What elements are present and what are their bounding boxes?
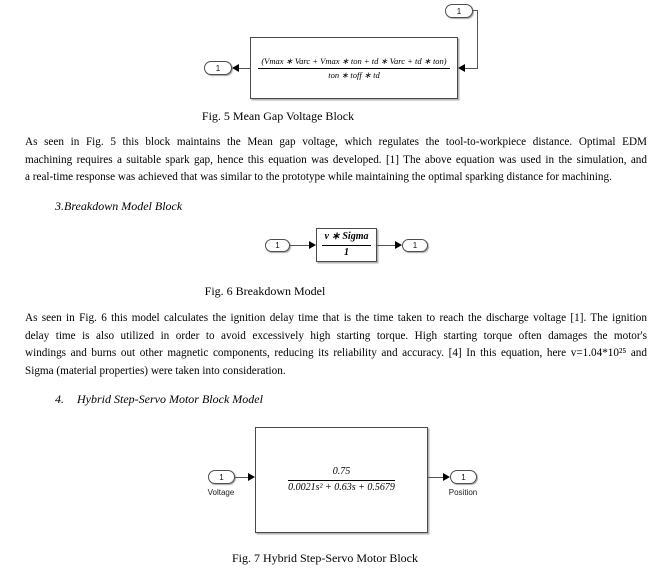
fig6-equation-numerator: v ∗ Sigma: [322, 231, 372, 246]
fig6-outport: [402, 239, 428, 252]
fig6-block-equation: [322, 231, 372, 259]
fig6-inport-label: 1: [275, 241, 280, 250]
fig7-input-arrowhead-icon: [248, 473, 255, 481]
fig7-position-outport: [450, 470, 477, 484]
fig5-equation-denominator: ton ∗ toff ∗ td: [328, 69, 380, 80]
fig5-wire-output: [239, 68, 250, 69]
fig7-outport-name-label: Position: [448, 488, 478, 497]
fig6-inport: [265, 239, 290, 252]
section4-title: Hybrid Step-Servo Motor Block Model: [77, 392, 263, 406]
fig7-transfer-function-block: [255, 427, 428, 533]
fig7-voltage-inport: [208, 470, 235, 484]
section4-heading: [55, 392, 263, 407]
fig6-outport-label: 1: [412, 241, 418, 250]
paragraph-fig6-description: [25, 310, 647, 380]
paragraph-line: delay time is also utilized in order to avoid excessively high starting torque. High starting torque often damages the motor's: [25, 329, 647, 342]
fig7-inport-label: 1: [219, 472, 224, 482]
fig5-block-equation: [258, 56, 449, 80]
fig5-outport-label: 1: [215, 63, 221, 73]
fig7-outport-label: 1: [461, 472, 466, 482]
paragraph-line: machining requires a suitable spark gap, hence this equation was developed. [1] The above equation was used in the simulation, and: [25, 153, 647, 166]
fig5-output-arrowhead-icon: [232, 64, 239, 72]
fig5-input-arrowhead-icon: [458, 64, 465, 72]
paragraph-line: As seen in Fig. 6 this model calculates the ignition delay time that is the time taken to reach the discharge voltage [1]. The ignition: [25, 312, 647, 324]
fig5-feedback-inport: [445, 4, 473, 18]
paragraph-line: As seen in Fig. 5 this block maintains the Mean gap voltage, which regulates the tool-to-workpiece distance. Optimal EDM: [25, 136, 647, 148]
fig7-equation-denominator: 0.0021s² + 0.63s + 0.5679: [288, 481, 395, 493]
fig5-outport: [204, 61, 232, 75]
fig7-wire-output: [428, 477, 443, 478]
fig5-wire-into-block: [465, 68, 478, 69]
fig7-wire-input: [235, 477, 248, 478]
section3-heading: 3.Breakdown Model Block: [55, 199, 183, 213]
fig6-wire-input: [290, 245, 309, 246]
fig5-wire-vertical: [477, 10, 478, 68]
paragraph-fig5-description: [25, 134, 647, 187]
paragraph-line: windings and burns out other magnetic components, reducing its reliability and accuracy. [4] In this equation, here v=1.04*10²⁵ and: [25, 347, 647, 359]
paragraph-line: a real-time response was achieved that was similar to the prototype while maintaining the optimal sparking distance for machining.: [25, 171, 612, 183]
fig7-output-arrowhead-icon: [443, 473, 450, 481]
figure7-caption: Fig. 7 Hybrid Step-Servo Motor Block: [232, 551, 418, 565]
fig5-mean-gap-voltage-block: [250, 37, 458, 99]
fig6-wire-output: [377, 245, 395, 246]
figure5-caption: Fig. 5 Mean Gap Voltage Block: [201, 109, 355, 123]
fig7-inport-name-label: Voltage: [207, 488, 235, 497]
paragraph-line: Sigma (material properties) were taken into consideration.: [25, 364, 286, 377]
fig6-breakdown-block: [316, 228, 377, 262]
fig7-equation-numerator: 0.75: [288, 466, 395, 481]
section4-number: 4.: [55, 392, 64, 406]
fig7-block-equation: [288, 466, 395, 494]
fig6-input-arrowhead-icon: [309, 241, 316, 249]
fig6-equation-denominator: 1: [344, 246, 349, 258]
fig5-equation-numerator: (Vmax ∗ Varc + Vmax ∗ ton + td ∗ Varc + td ∗ ton): [258, 56, 449, 69]
figure6-caption: Fig. 6 Breakdown Model: [204, 284, 326, 298]
fig5-inport-label: 1: [456, 6, 462, 16]
fig6-output-arrowhead-icon: [395, 241, 402, 249]
